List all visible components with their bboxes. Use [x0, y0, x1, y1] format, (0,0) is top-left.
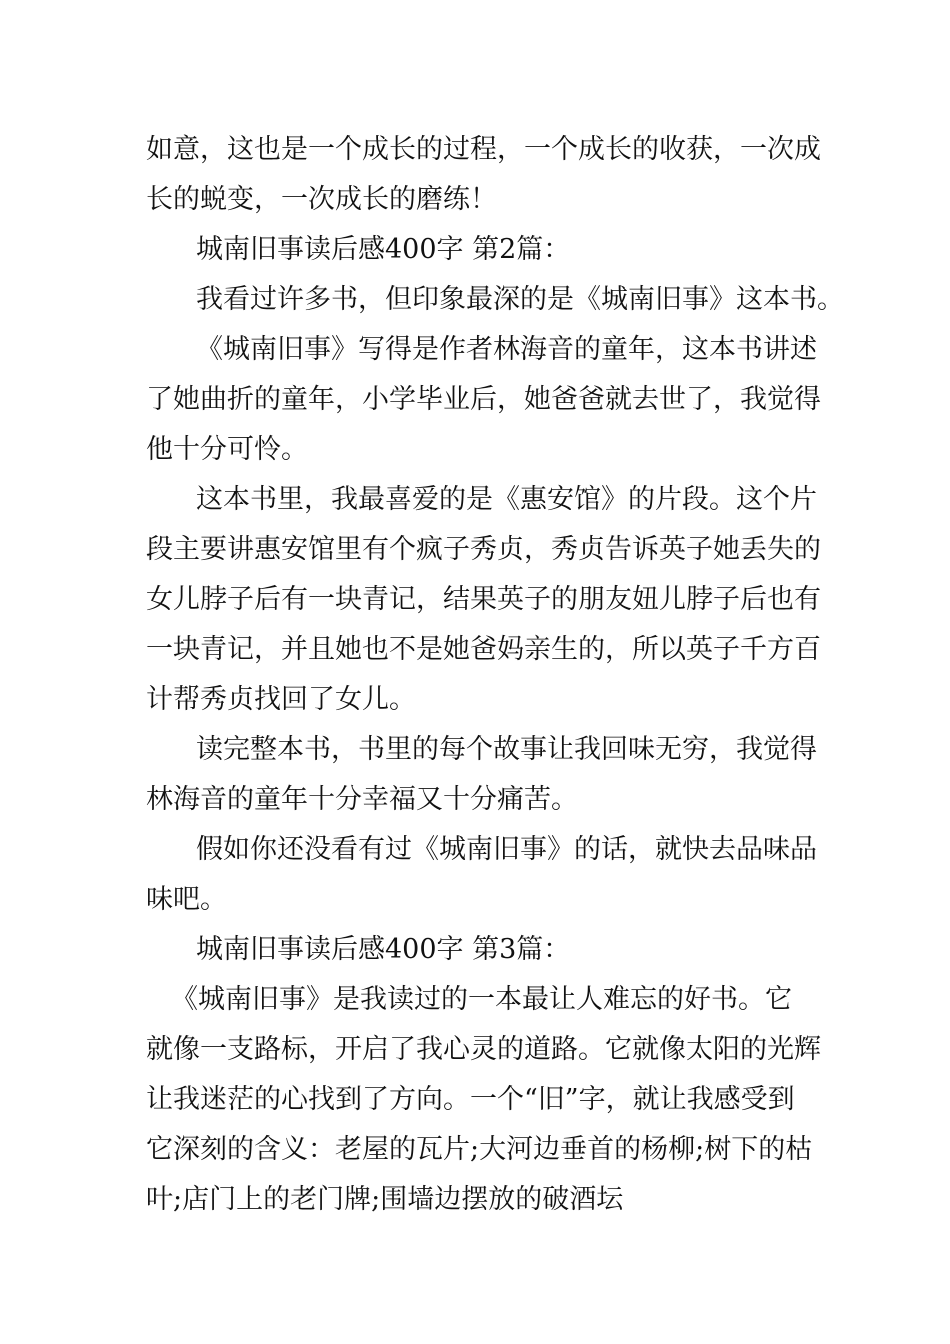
paragraph-line: 段主要讲惠安馆里有个疯子秀贞，秀贞告诉英子她丢失的	[146, 534, 821, 565]
paragraph-line: 这本书里，我最喜爱的是《惠安馆》的片段。这个片	[196, 484, 817, 515]
section-heading: 城南旧事读后感400字 第2篇：	[196, 234, 571, 265]
paragraph-line: 长的蜕变，一次成长的磨练！	[146, 184, 497, 215]
paragraph-line: 了她曲折的童年，小学毕业后，她爸爸就去世了，我觉得	[146, 384, 821, 415]
paragraph-line: 我看过许多书，但印象最深的是《城南旧事》这本书。	[196, 284, 844, 315]
paragraph-line: 他十分可怜。	[146, 434, 308, 465]
paragraph-line: 读完整本书，书里的每个故事让我回味无穷，我觉得	[196, 734, 817, 765]
paragraph-line: 假如你还没看有过《城南旧事》的话，就快去品味品	[196, 834, 817, 865]
paragraph-line: 它深刻的含义：老屋的瓦片;大河边垂首的杨柳;树下的枯	[146, 1134, 813, 1165]
paragraph-line: 味吧。	[146, 884, 227, 915]
paragraph-line: 让我迷茫的心找到了方向。一个“旧”字，就让我感受到	[146, 1084, 795, 1115]
paragraph-line: 《城南旧事》是我读过的一本最让人难忘的好书。它	[171, 984, 792, 1015]
paragraph-line: 林海音的童年十分幸福又十分痛苦。	[146, 784, 578, 815]
paragraph-line: 计帮秀贞找回了女儿。	[146, 684, 416, 715]
paragraph-line: 一块青记，并且她也不是她爸妈亲生的，所以英子千方百	[146, 634, 821, 665]
paragraph-line: 叶;店门上的老门牌;围墙边摆放的破酒坛	[146, 1184, 624, 1215]
paragraph-line: 《城南旧事》写得是作者林海音的童年，这本书讲述	[196, 334, 817, 365]
section-heading: 城南旧事读后感400字 第3篇：	[196, 934, 571, 965]
paragraph-line: 如意，这也是一个成长的过程，一个成长的收获，一次成	[146, 134, 821, 165]
paragraph-line: 女儿脖子后有一块青记，结果英子的朋友妞儿脖子后也有	[146, 584, 821, 615]
paragraph-line: 就像一支路标，开启了我心灵的道路。它就像太阳的光辉	[146, 1034, 821, 1065]
